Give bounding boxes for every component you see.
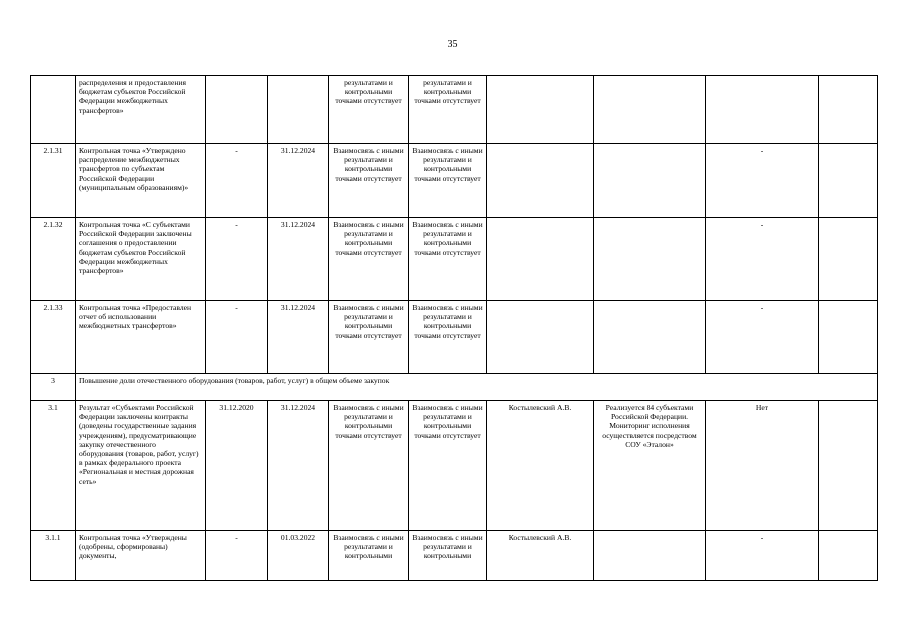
row-extra [819, 76, 878, 144]
row-name: Контрольная точка «Утверждено распределение межбюджетных трансфертов по субъектам Российской Федерации (муниципальным образованиям)» [76, 144, 206, 218]
row-name: распределения и предоставления бюджетам субъектов Российской Федерации межбюджетных трансфертов» [76, 76, 206, 144]
row-name: Результат «Субъектами Российской Федерации заключены контракты (доведены государственные задания учреждениям), предусматривающие закупку отечественного оборудования (товаров, работ, услуг) в рамках федерального проекта «Региональная и местная дорожная сеть» [76, 401, 206, 531]
row-successors: результатами и контрольными точками отсутствует [409, 76, 487, 144]
row-number: 2.1.31 [31, 144, 76, 218]
row-start-date: 31.12.2020 [206, 401, 268, 531]
row-info [594, 531, 706, 581]
row-extra [819, 301, 878, 374]
row-start-date: - [206, 218, 268, 301]
row-name: Контрольная точка «Предоставлен отчет об использовании межбюджетных трансфертов» [76, 301, 206, 374]
row-extra [819, 144, 878, 218]
row-info [594, 301, 706, 374]
row-predecessors: Взаимосвязь с иными результатами и контрольными [329, 531, 409, 581]
row-responsible: Костылевский А.В. [487, 401, 594, 531]
row-responsible [487, 301, 594, 374]
row-number: 2.1.32 [31, 218, 76, 301]
row-predecessors: Взаимосвязь с иными результатами и контрольными точками отсутствует [329, 401, 409, 531]
row-indicator: - [706, 218, 819, 301]
table-row [31, 76, 878, 144]
row-successors: Взаимосвязь с иными результатами и контрольными точками отсутствует [409, 218, 487, 301]
table-row [31, 144, 878, 218]
row-info [594, 218, 706, 301]
table-row [31, 218, 878, 301]
row-indicator [706, 76, 819, 144]
row-start-date: - [206, 301, 268, 374]
section-number: 3 [31, 374, 76, 401]
row-info [594, 144, 706, 218]
control-points-table [30, 75, 878, 581]
row-indicator: - [706, 144, 819, 218]
row-predecessors: Взаимосвязь с иными результатами и контрольными точками отсутствует [329, 301, 409, 374]
row-responsible [487, 144, 594, 218]
row-responsible: Костылевский А.В. [487, 531, 594, 581]
row-successors: Взаимосвязь с иными результатами и контрольными точками отсутствует [409, 144, 487, 218]
row-successors: Взаимосвязь с иными результатами и контрольными точками отсутствует [409, 401, 487, 531]
row-start-date: - [206, 531, 268, 581]
row-predecessors: результатами и контрольными точками отсутствует [329, 76, 409, 144]
row-end-date: 01.03.2022 [268, 531, 329, 581]
row-predecessors: Взаимосвязь с иными результатами и контрольными точками отсутствует [329, 144, 409, 218]
row-number: 3.1.1 [31, 531, 76, 581]
row-end-date: 31.12.2024 [268, 218, 329, 301]
row-name: Контрольная точка «С субъектами Российской Федерации заключены соглашения о предоставлении бюджетам субъектов Российской Федерации межбюджетных трансфертов» [76, 218, 206, 301]
row-responsible [487, 218, 594, 301]
section-title: Повышение доли отечественного оборудования (товаров, работ, услуг) в общем объеме закупок [76, 374, 878, 401]
row-extra [819, 531, 878, 581]
row-responsible [487, 76, 594, 144]
row-indicator: - [706, 301, 819, 374]
row-end-date [268, 76, 329, 144]
table-row [31, 531, 878, 581]
row-successors: Взаимосвязь с иными результатами и контрольными точками отсутствует [409, 301, 487, 374]
row-end-date: 31.12.2024 [268, 301, 329, 374]
page-number: 35 [447, 39, 458, 50]
row-predecessors: Взаимосвязь с иными результатами и контрольными точками отсутствует [329, 218, 409, 301]
row-start-date: - [206, 144, 268, 218]
row-number: 3.1 [31, 401, 76, 531]
row-number [31, 76, 76, 144]
row-info [594, 76, 706, 144]
row-info: Реализуется 84 субъектами Российской Федерации. Мониторинг исполнения осуществляется посредством СОУ «Эталон» [594, 401, 706, 531]
row-indicator: - [706, 531, 819, 581]
row-extra [819, 218, 878, 301]
row-start-date [206, 76, 268, 144]
row-successors: Взаимосвязь с иными результатами и контрольными [409, 531, 487, 581]
row-end-date: 31.12.2024 [268, 401, 329, 531]
section-row [31, 374, 878, 401]
row-extra [819, 401, 878, 531]
row-name: Контрольная точка «Утверждены (одобрены, сформированы) документы, [76, 531, 206, 581]
row-indicator: Нет [706, 401, 819, 531]
table-row [31, 301, 878, 374]
row-end-date: 31.12.2024 [268, 144, 329, 218]
table-row [31, 401, 878, 531]
row-number: 2.1.33 [31, 301, 76, 374]
